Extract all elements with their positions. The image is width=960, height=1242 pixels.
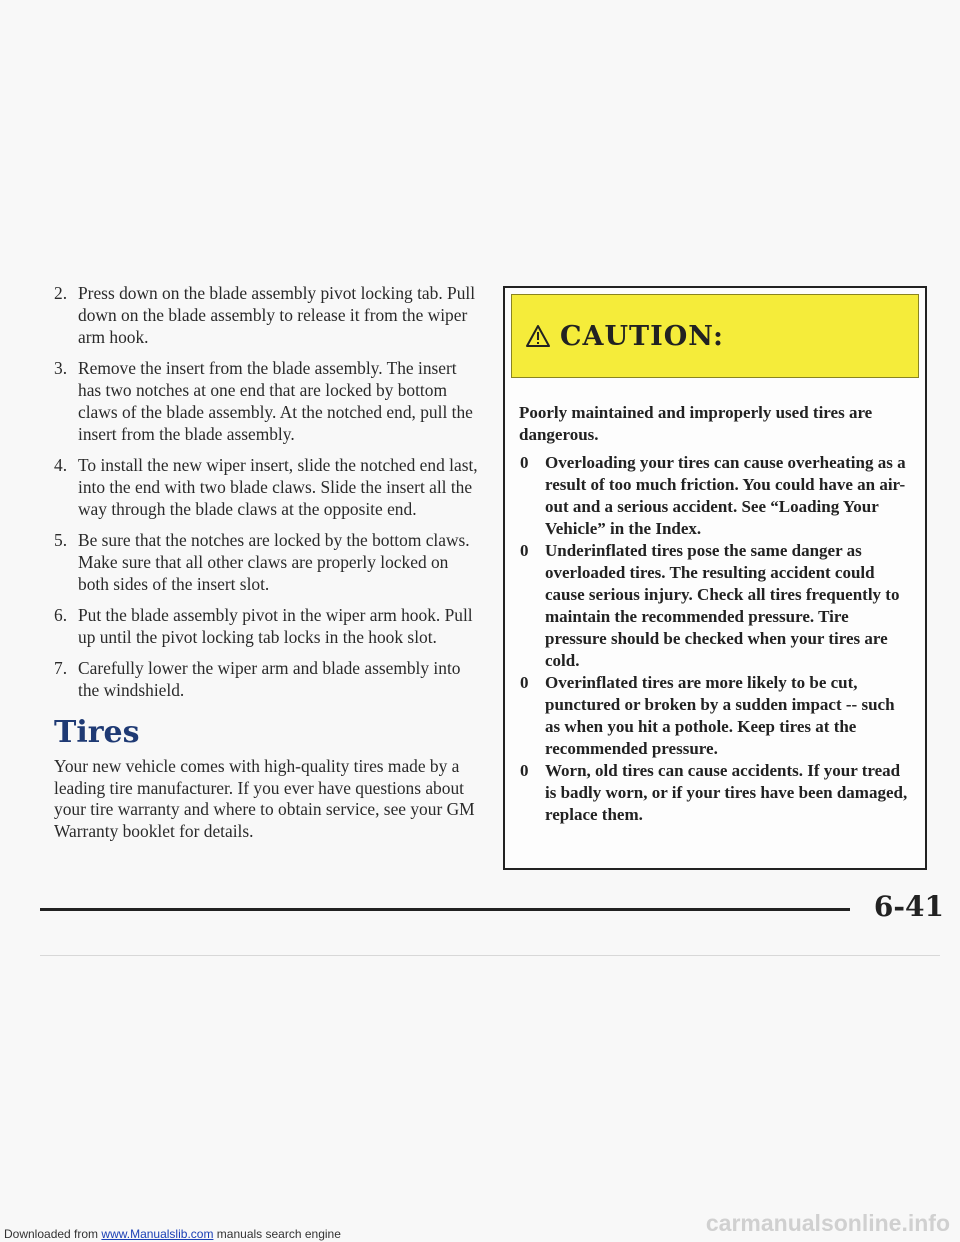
footer-divider (40, 955, 940, 956)
caution-bullets (519, 452, 911, 826)
bullet-text: Underinflated tires pose the same danger as overloaded tires. The resulting accident could cause serious injury. Check all tires frequently to maintain the recommended pressure. Tire pressure should be checked when your tires are cold. (545, 541, 900, 670)
step-number: 5. (54, 530, 68, 550)
banner-prefix: Downloaded from (4, 1227, 99, 1241)
step-text: Be sure that the notches are locked by the bottom claws. Make sure that all other claws are properly locked on both sides of the insert slot. (78, 530, 470, 594)
bullet-marker: 0 (520, 673, 529, 692)
watermark: carmanualsonline.info (705, 1210, 950, 1236)
step-item (48, 282, 480, 348)
step-text: Remove the insert from the blade assembly. The insert has two notches at one end that are locked by bottom claws of the blade assembly. At the notched end, pull the insert from the blade assembly. (78, 358, 473, 444)
footer-rule (40, 908, 850, 911)
manualslib-link[interactable]: www.Manualslib.com (101, 1227, 214, 1241)
banner-suffix: manuals search engine (216, 1227, 341, 1241)
step-item (48, 604, 480, 648)
caution-box (503, 286, 927, 870)
bullet-text: Worn, old tires can cause accidents. If your tread is badly worn, or if your tires have been damaged, replace them. (545, 761, 908, 824)
step-item (48, 454, 480, 520)
bullet-marker: 0 (520, 453, 529, 472)
step-text: Press down on the blade assembly pivot locking tab. Pull down on the blade assembly to release it from the wiper arm hook. (78, 283, 476, 347)
caution-body (505, 384, 925, 826)
caution-bullet (519, 540, 911, 672)
step-item (48, 529, 480, 595)
tires-heading: Tires (54, 715, 140, 750)
step-item (48, 357, 480, 445)
bullet-marker: 0 (520, 541, 529, 560)
caution-bullet (519, 672, 911, 760)
bullet-text: Overloading your tires can cause overheating as a result of too much friction. You could have an air-out and a serious accident. See “Loading Your Vehicle” in the Index. (545, 453, 906, 538)
step-text: Carefully lower the wiper arm and blade assembly into the windshield. (78, 658, 461, 700)
step-number: 2. (54, 283, 68, 303)
warning-triangle-icon (526, 324, 550, 348)
caution-intro: Poorly maintained and improperly used tires are dangerous. (519, 403, 873, 444)
download-banner (4, 1227, 341, 1241)
page-number: 6-41 (873, 890, 944, 923)
step-text: To install the new wiper insert, slide the notched end last, into the end with two blade claws. Slide the insert all the way through the blade claws at the opposite end. (78, 455, 478, 519)
bullet-text: Overinflated tires are more likely to be cut, punctured or broken by a sudden impact -- such as when you hit a pothole. Keep tires at the recommended pressure. (545, 673, 895, 758)
tires-paragraph: Your new vehicle comes with high-quality tires made by a leading tire manufacturer. If you ever have questions about your tire warranty and where to obtain service, see your GM Warranty booklet for details. (54, 756, 475, 841)
step-item (48, 657, 480, 701)
caution-title: CAUTION: (560, 320, 724, 352)
caution-bullet (519, 452, 911, 540)
bullet-marker: 0 (520, 761, 529, 780)
caution-banner (511, 294, 919, 378)
instruction-steps (48, 282, 480, 701)
step-number: 3. (54, 358, 68, 378)
step-number: 6. (54, 605, 68, 625)
step-number: 7. (54, 658, 68, 678)
caution-bullet (519, 760, 911, 826)
step-number: 4. (54, 455, 68, 475)
left-column (48, 282, 480, 842)
step-text: Put the blade assembly pivot in the wiper arm hook. Pull up until the pivot locking tab locks in the hook slot. (78, 605, 473, 647)
